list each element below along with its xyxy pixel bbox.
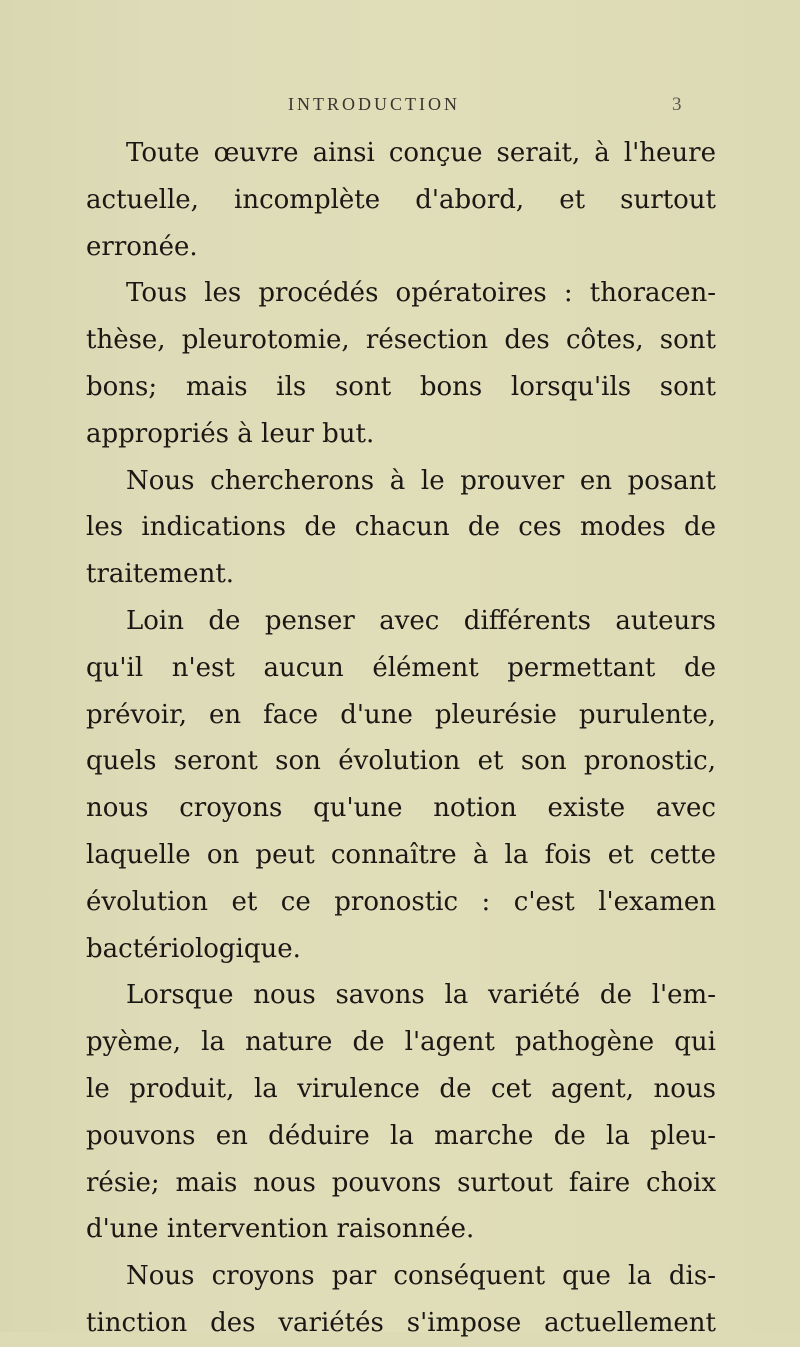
text-line: les indications de chacun de ces modes de [86,512,716,543]
page-number: 3 [672,94,682,115]
text-line: Toute œuvre ainsi conçue serait, à l'heure [126,138,716,168]
text-line: pyème, la nature de l'agent pathogène qui [86,1027,716,1058]
text-line: Nous croyons par conséquent que la dis- [126,1261,716,1292]
text-line: le produit, la virulence de cet agent, nous [86,1073,716,1104]
text-line: prévoir, en face d'une pleurésie purulente, [86,699,716,730]
text-line: Loin de penser avec différents auteurs [126,605,716,636]
text-line: d'une intervention raisonnée. [86,1214,475,1245]
body-text [86,130,716,1347]
text-line: Tous les procédés opératoires : thoracen- [126,278,716,309]
text-line: bons; mais ils sont bons lorsqu'ils sont [86,371,716,402]
text-line: pouvons en déduire la marche de la pleu- [86,1120,716,1151]
text-line: thèse, pleurotomie, résection des côtes, sont [86,325,716,356]
text-line: erronée. [86,231,198,262]
text-line: laquelle on peut connaître à la fois et cette [86,839,716,870]
text-line: Nous chercherons à le prouver en posant [126,465,716,496]
text-line: Lorsque nous savons la variété de l'em- [126,980,716,1011]
text-line: quels seront son évolution et son pronostic, [86,746,716,777]
running-title: INTRODUCTION [288,94,460,114]
running-header [0,94,800,122]
text-line: appropriés à leur but. [86,418,375,449]
text-line: bactériologique. [86,933,301,964]
text-line: résie; mais nous pouvons surtout faire choix [86,1167,716,1198]
text-line: actuelle, incomplète d'abord, et surtout [86,184,716,215]
text-line: qu'il n'est aucun élément permettant de [86,652,716,683]
text-line: nous croyons qu'une notion existe avec [86,793,716,824]
text-line: tinction des variétés s'impose actuellement [86,1307,716,1338]
text-line: traitement. [86,559,235,590]
text-line: évolution et ce pronostic : c'est l'examen [86,886,716,917]
